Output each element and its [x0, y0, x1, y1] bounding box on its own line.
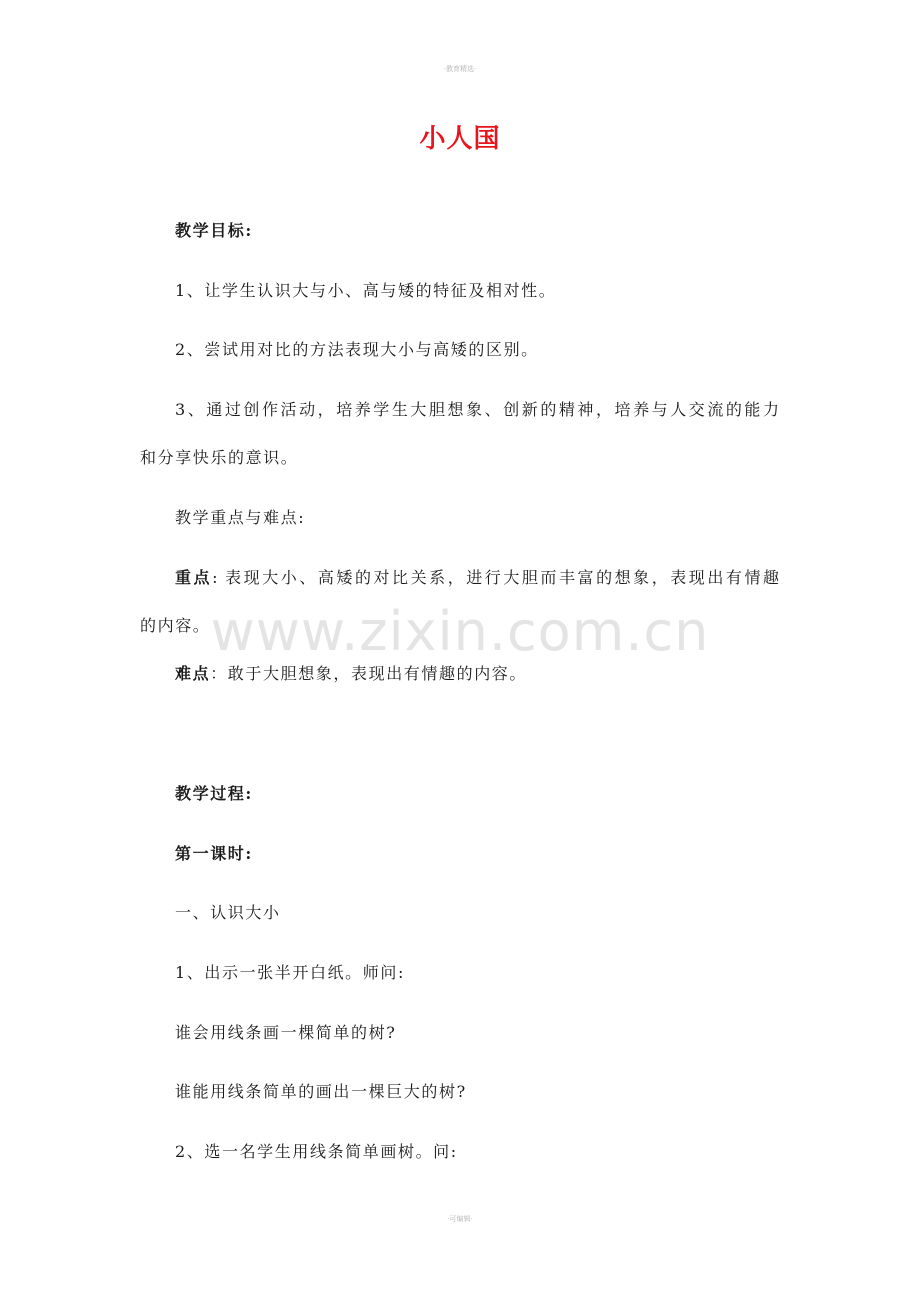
key-points-heading: 教学重点与难点: — [175, 508, 306, 527]
focus-label: 重点 — [175, 568, 213, 587]
header-mark: ·教育精选· — [443, 65, 477, 73]
step-1: 1、出示一张半开白纸。师问: — [175, 963, 405, 982]
lesson-heading: 第一课时: — [175, 844, 253, 863]
question-2: 谁能用线条简单的画出一棵巨大的树? — [175, 1082, 467, 1101]
objectives-heading: 教学目标: — [175, 221, 253, 240]
objective-item-1: 1、让学生认识大与小、高与矮的特征及相对性。 — [175, 281, 557, 300]
focus-line-2: 的内容。 — [140, 616, 211, 635]
focus-text-1: : 表现大小、高矮的对比关系，进行大胆而丰富的想象，表现出有情趣 — [212, 568, 779, 587]
objective-item-2: 2、尝试用对比的方法表现大小与高矮的区别。 — [175, 340, 539, 359]
difficulty-label: 难点 — [175, 664, 211, 683]
watermark: www.zixin.com.cn — [210, 600, 710, 663]
footer-mark: ·可编辑· — [447, 1215, 473, 1223]
objective-item-3-line-1: 3、通过创作活动，培养学生大胆想象、创新的精神，培养与人交流的能力 — [175, 400, 779, 419]
page-title: 小人国 — [419, 124, 501, 154]
difficulty-text: ：敢于大胆想象，表现出有情趣的内容。 — [210, 664, 528, 683]
difficulty-line — [175, 664, 527, 684]
process-heading: 教学过程: — [175, 784, 253, 803]
question-1: 谁会用线条画一棵简单的树? — [175, 1023, 397, 1042]
objective-item-3-line-2: 和分享快乐的意识。 — [140, 448, 299, 467]
step-2: 2、选一名学生用线条简单画树。问: — [175, 1142, 458, 1161]
focus-line-1 — [175, 568, 779, 588]
section-1-heading: 一、认识大小 — [175, 903, 281, 922]
